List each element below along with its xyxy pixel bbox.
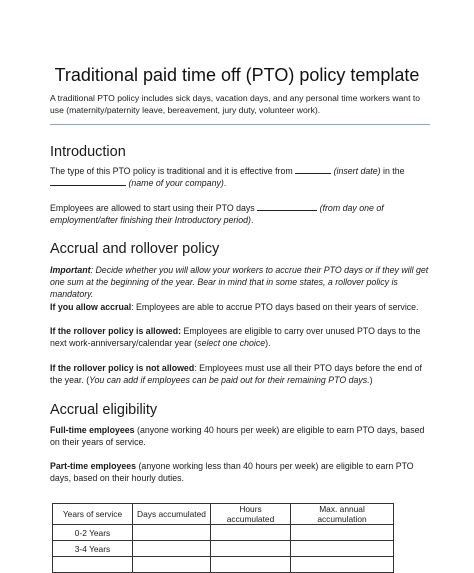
- full-time-text: (anyone working 40 hours per week) are eligible to earn PTO days, based on their years of service.: [50, 425, 425, 448]
- title-divider: [50, 124, 430, 125]
- full-time-paragraph: [50, 424, 436, 448]
- table-cell: 3-4 Years: [53, 541, 133, 557]
- payout-note: You can add if employees can be paid out for their remaining PTO days.: [89, 375, 370, 386]
- company-blank: [50, 177, 126, 186]
- p1-period: .: [223, 178, 227, 189]
- eligibility-heading: Accrual eligibility: [50, 402, 158, 418]
- allow-accrual-text: : Employees are able to accrue PTO days based on their years of service.: [131, 302, 419, 312]
- allow-accrual-label: If you allow accrual: [50, 302, 132, 312]
- p1-insert-date: (insert date): [333, 166, 381, 176]
- accrual-heading: Accrual and rollover policy: [50, 241, 220, 257]
- table-cell: [211, 557, 291, 573]
- table-header-cell: Days accumulated: [133, 504, 211, 525]
- accrual-table: [52, 503, 394, 573]
- introduction-paragraph-2: [50, 202, 436, 226]
- table-row: [53, 541, 394, 557]
- important-text: : Decide whether you will allow your workers to accrue their PTO days or if they will get one sum at the beginning of the year. Bear in mind that in some states, a rollover policy is mandatory.: [50, 265, 429, 300]
- p1-text-2: in the: [382, 166, 405, 176]
- table-header-cell: Hours accumulated: [211, 504, 291, 525]
- table-cell: [53, 557, 133, 573]
- start-blank: [257, 202, 317, 211]
- part-time-text: (anyone working less than 40 hours per week) are eligible to earn PTO days, based on their hourly duties.: [50, 461, 414, 484]
- rollover-not-allowed-label: If the rollover policy is not allowed: [50, 363, 195, 373]
- important-label: Important: [50, 265, 91, 275]
- table-header-cell: Max. annual accumulation: [291, 504, 394, 525]
- table-cell: [291, 557, 394, 573]
- part-time-paragraph: [50, 460, 436, 484]
- rollover-not-allowed-text: : Employees must use all their PTO days before the end of the year. (: [50, 363, 422, 386]
- document-title: Traditional paid time off (PTO) policy template: [54, 65, 420, 85]
- full-time-label: Full-time employees: [50, 425, 135, 435]
- table-row: [53, 525, 394, 541]
- p1-company-name: (name of your company): [128, 178, 224, 189]
- part-time-label: Part-time employees: [50, 461, 137, 471]
- table-header-cell: Years of service: [53, 504, 133, 525]
- table-cell: [291, 525, 394, 541]
- table-cell: 0-2 Years: [53, 525, 133, 541]
- rollover-not-allowed-end: ): [369, 375, 373, 386]
- table-cell: [211, 541, 291, 557]
- rollover-end: ).: [265, 338, 271, 349]
- table-cell: [133, 541, 211, 557]
- important-paragraph: [50, 264, 436, 301]
- date-blank: [295, 165, 331, 174]
- table-cell: [211, 525, 291, 541]
- introduction-heading: Introduction: [50, 144, 126, 160]
- intro-paragraph: A traditional PTO policy includes sick days, vacation days, and any personal time workers want to use (maternity/paternity leave, bereavement, jury duty, volunteer work).: [50, 93, 421, 115]
- rollover-select-choice: select one choice: [197, 338, 266, 349]
- table-cell: [291, 541, 394, 557]
- rollover-allowed-paragraph: [50, 325, 436, 349]
- table-cell: [133, 557, 211, 573]
- p1-text: The type of this PTO policy is traditional and it is effective from: [50, 166, 293, 176]
- table-header-row: [53, 504, 394, 525]
- introduction-paragraph-1: [50, 165, 436, 189]
- p2-start-options: (from day one of employment/after finishing their Introductory period): [50, 203, 384, 226]
- table-row: [53, 557, 394, 573]
- allow-accrual-paragraph: [50, 301, 436, 313]
- p2-period: .: [250, 215, 254, 226]
- rollover-allowed-label: If the rollover policy is allowed:: [50, 326, 182, 336]
- rollover-allowed-text: Employees are eligible to carry over unused PTO days to the next work-anniversary/calendar year (: [50, 326, 421, 349]
- rollover-not-allowed-paragraph: [50, 362, 436, 386]
- p2-text: Employees are allowed to start using their PTO days: [50, 203, 255, 213]
- table-cell: [133, 525, 211, 541]
